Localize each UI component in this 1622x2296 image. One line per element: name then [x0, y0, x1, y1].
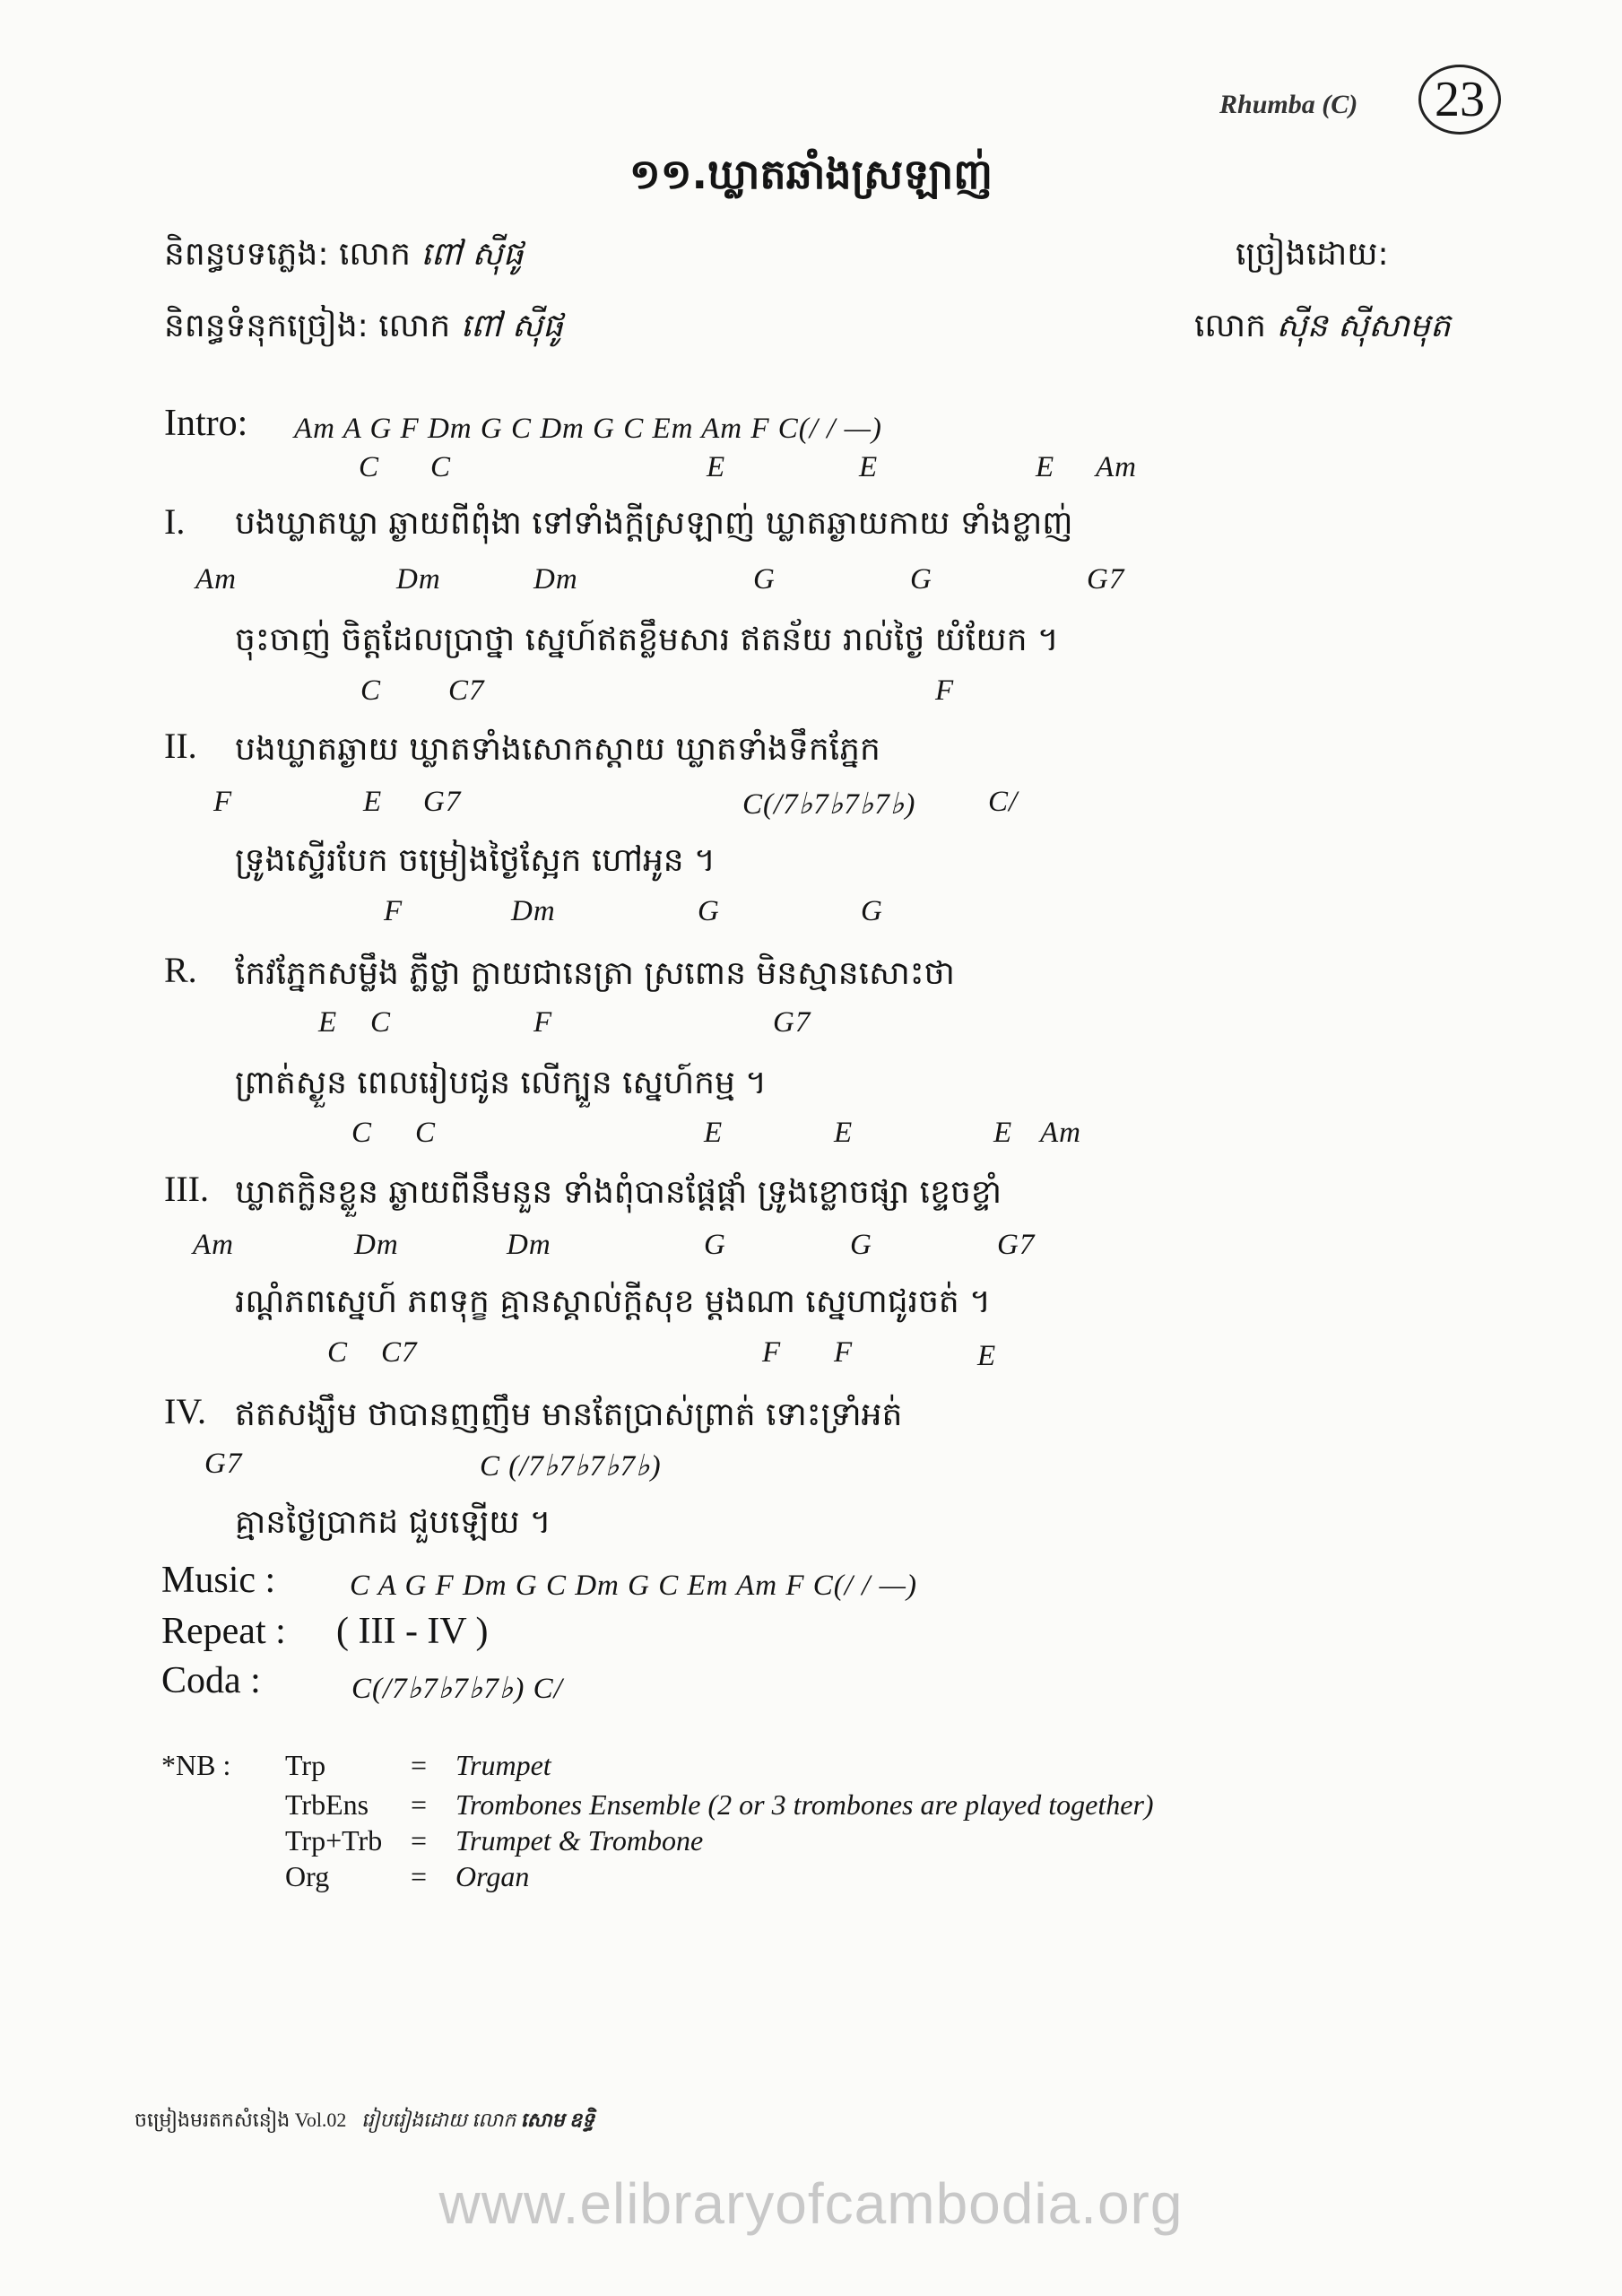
refrain-lyric-1: កែវភ្នែកសម្លឹង ភ្លឺថ្លា ក្លាយជានេត្រា ស្រពោន មិនស្មានសោះថា: [235, 955, 955, 992]
refrain-chord: E: [318, 1006, 338, 1039]
music-label: Music :: [161, 1560, 276, 1601]
verse-3-chord: G7: [997, 1229, 1036, 1261]
composer-label: និពន្ធបទភ្លេង: លោក: [164, 236, 411, 273]
verse-2-chord: E: [363, 786, 383, 818]
verse-2-chord: F: [384, 895, 403, 927]
verse-3-chord: E: [977, 1340, 997, 1372]
coda-chords: C(/7♭7♭7♭7♭) C/: [351, 1673, 563, 1705]
singer-name: ស៊ីន ស៊ីសាមុត: [1276, 308, 1451, 344]
watermark: www.elibraryofcambodia.org: [438, 2171, 1184, 2236]
verse-2-chord: G: [698, 895, 720, 927]
verse-3-lyric-1: ឃ្លាតក្លិនខ្លួន ឆ្ងាយពីនឹមនួន ទាំងពុំបានផ្តែផ្តាំ ទ្រូងខ្លោចផ្សា ខ្ទេចខ្ទាំ: [235, 1174, 1002, 1211]
note-abbr: Trp+Trb: [285, 1824, 383, 1857]
coda-label: Coda :: [161, 1660, 261, 1701]
refrain-chord: E: [704, 1117, 724, 1149]
refrain-chord: C: [370, 1006, 392, 1039]
verse-1-chord: Dm: [396, 563, 441, 596]
footer-compiled-by: រៀបរៀងដោយ លោក: [360, 2109, 516, 2131]
refrain-chord: F: [533, 1006, 553, 1039]
song-title: ១១.ឃ្លាតឆាំងស្រឡាញ់: [629, 150, 993, 198]
verse-3-chord: F: [834, 1336, 854, 1369]
footer-compiler: សោម ឧទ្ធិ: [520, 2109, 594, 2131]
verse-1-chord: C: [360, 674, 382, 707]
notes-label: *NB :: [161, 1749, 231, 1781]
note-abbr: Trp: [285, 1749, 326, 1781]
verse-2-chord: C/: [988, 786, 1019, 818]
verse-4-lyric-1: ឥតសង្ឃឹម ថាបានញញឹម មានតែប្រាស់ព្រាត់ ទោះទ្រាំអត់: [235, 1396, 903, 1433]
verse-1-chord: G: [753, 563, 776, 596]
verse-1-chord: Dm: [533, 563, 578, 596]
verse-3-chord: G: [704, 1229, 726, 1261]
verse-3-chord: G: [850, 1229, 872, 1261]
verse-1-label: I.: [164, 501, 186, 542]
verse-2-label: II.: [164, 726, 197, 766]
verse-2-lyric-2: ទ្រូងស្ទើរបែក ចម្រៀងថ្ងៃស្អែក ហៅអូន ។: [235, 842, 716, 879]
note-eq: =: [411, 1824, 428, 1857]
verse-2-chord: F: [213, 786, 233, 818]
verse-1-chord: G: [910, 563, 932, 596]
verse-3-chord: Dm: [507, 1229, 551, 1261]
note-eq: =: [411, 1860, 428, 1892]
footer-credit: [134, 2108, 594, 2136]
lyricist-credit: [164, 305, 563, 352]
verse-1-chord: F: [935, 674, 955, 707]
verse-3-chord: F: [762, 1336, 782, 1369]
verse-3-chord: C: [327, 1336, 349, 1369]
verse-3-lyric-2: រណ្តំភពស្នេហ៍ ភពទុក្ខ គ្មានស្គាល់ក្តីសុខ ម្តងណា ស្នេហាជូរចត់ ។: [235, 1283, 991, 1320]
intro-chords: Am A G F Dm G C Dm G C Em Am F C(/ / —): [294, 413, 882, 445]
note-abbr: TrbEns: [285, 1788, 369, 1821]
intro-bass-4: E: [859, 451, 879, 483]
refrain-chord: E: [834, 1117, 854, 1149]
music-chords: C A G F Dm G C Dm G C Em Am F C(/ / —): [350, 1570, 917, 1602]
refrain-chord: Am: [1040, 1117, 1081, 1149]
verse-3-chord: Am: [193, 1229, 234, 1261]
refrain-chord: E: [993, 1117, 1013, 1149]
composer-name: ពៅ ស៊ីផូ: [421, 236, 524, 273]
repeat-label: Repeat :: [161, 1611, 286, 1652]
verse-4-lyric-2: គ្មានថ្ងៃប្រាកដ ជួបឡើយ ។: [235, 1504, 551, 1541]
verse-1-lyric-1: បងឃ្លាតឃ្លា ឆ្ងាយពីពុំងា ទៅទាំងក្តីស្រឡាញ់ ឃ្លាតឆ្ងាយកាយ ទាំងខ្លាញ់: [235, 505, 1073, 542]
composer-credit: [164, 233, 524, 281]
note-eq: =: [411, 1788, 428, 1821]
intro-bass-6: Am: [1096, 451, 1137, 483]
refrain-chord: C: [415, 1117, 437, 1149]
footer-book: ចម្រៀងមរតកសំនៀង Vol.02: [134, 2109, 347, 2131]
singer-label: ច្រៀងដោយ:: [1236, 236, 1389, 273]
intro-bass-3: E: [707, 451, 726, 483]
verse-3-label: III.: [164, 1169, 209, 1209]
note-meaning: Trumpet & Trombone: [455, 1824, 704, 1857]
refrain-label: R.: [164, 950, 197, 990]
refrain-chord: C: [351, 1117, 373, 1149]
repeat-value: ( III - IV ): [336, 1611, 489, 1652]
refrain-chord: G7: [773, 1006, 811, 1039]
verse-3-chord: Dm: [354, 1229, 399, 1261]
note-meaning: Trombones Ensemble (2 or 3 trombones are played together): [455, 1788, 1154, 1821]
verse-4-label: IV.: [164, 1391, 207, 1431]
note-abbr: Org: [285, 1860, 330, 1892]
verse-1-chord: G7: [1087, 563, 1125, 596]
singer-title: លោក: [1194, 308, 1266, 344]
intro-label: Intro:: [164, 403, 248, 444]
note-eq: =: [411, 1749, 428, 1781]
verse-1-chord: C7: [448, 674, 485, 707]
verse-2-chord: G: [861, 895, 883, 927]
style-label: Rhumba (C): [1219, 90, 1358, 119]
verse-2-chord: G7: [423, 786, 462, 818]
verse-2-lyric-1: បងឃ្លាតឆ្ងាយ ឃ្លាតទាំងសោកស្តាយ ឃ្លាតទាំងទឹកភ្នែក: [235, 731, 880, 768]
verse-4-chord: C (/7♭7♭7♭7♭): [480, 1450, 662, 1483]
refrain-lyric-2: ព្រាត់ស្ងួន ពេលរៀបជូន លើក្បួន ស្នេហ៍កម្ម ។: [235, 1065, 767, 1101]
lyricist-label: និពន្ធទំនុកច្រៀង: លោក: [164, 308, 451, 344]
verse-2-chord: C(/7♭7♭7♭7♭): [742, 788, 916, 821]
page-number: 23: [1418, 65, 1501, 135]
note-meaning: Organ: [455, 1860, 530, 1892]
intro-bass-2: C: [430, 451, 452, 483]
note-meaning: Trumpet: [455, 1749, 551, 1781]
verse-2-chord: Dm: [511, 895, 556, 927]
verse-1-lyric-2: ចុះចាញ់ ចិត្តដែលប្រាថ្នា ស្នេហ៍ឥតខ្លឹមសារ ឥតន័យ រាល់ថ្ងៃ យំយែក ។: [235, 622, 1059, 658]
intro-bass-1: C: [359, 451, 380, 483]
lyricist-name: ពៅ ស៊ីផូ: [460, 308, 563, 344]
verse-1-chord: Am: [195, 563, 237, 596]
verse-4-chord: G7: [204, 1448, 243, 1480]
verse-3-chord: C7: [381, 1336, 418, 1369]
intro-bass-5: E: [1036, 451, 1055, 483]
singer-credit: [1194, 305, 1451, 352]
